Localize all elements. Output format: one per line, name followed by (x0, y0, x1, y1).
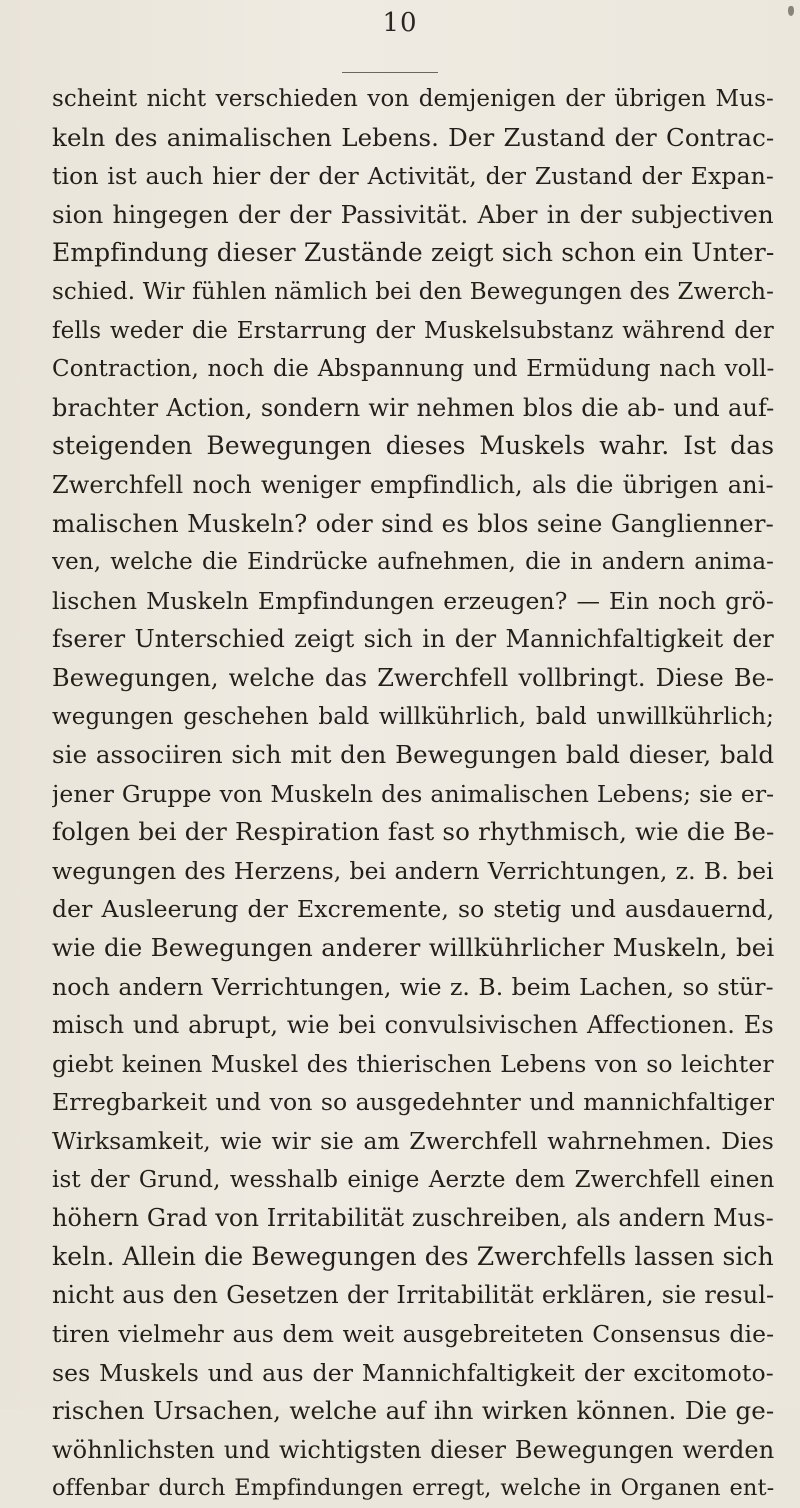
text-line-content: sie associiren sich mit den Bewegungen bald dieser, bald (52, 740, 774, 770)
text-line-content: steigenden Bewegungen dieses Muskels wahr. Ist das (52, 431, 774, 461)
text-line (52, 852, 774, 891)
text-line (52, 1045, 774, 1084)
text-line (52, 196, 774, 235)
text-line (52, 505, 774, 544)
text-line-content: misch und abrupt, wie bei convulsivischen Affectionen. Es (52, 1011, 774, 1040)
text-line (52, 968, 774, 1007)
text-line (52, 620, 774, 659)
text-line (52, 157, 774, 196)
text-line-content: keln des animalischen Lebens. Der Zustand der Contrac- (52, 122, 774, 152)
text-line (52, 80, 774, 119)
text-line (52, 582, 774, 621)
text-line-content: Bewegungen, welche das Zwerchfell vollbringt. Diese Be- (52, 663, 774, 692)
text-line (52, 234, 774, 273)
text-line-content: ven, welche die Eindrücke aufnehmen, die in andern anima- (52, 549, 774, 576)
text-line-content: ist der Grund, wesshalb einige Aerzte dem Zwerchfell einen (52, 1166, 774, 1193)
text-line (52, 1469, 774, 1508)
text-line-content: noch andern Verrichtungen, wie z. B. beim Lachen, so stür- (52, 972, 774, 1001)
text-line-content: fells weder die Erstarrung der Muskelsubstanz während der (52, 317, 774, 344)
text-line-content: folgen bei der Respiration fast so rhythmisch, wie die Be- (52, 817, 774, 847)
text-line (52, 1392, 774, 1431)
text-line-content: wegungen des Herzens, bei andern Verrichtungen, z. B. bei (52, 856, 774, 885)
text-line (52, 775, 774, 814)
body-text (52, 80, 774, 1508)
page-number: 10 (382, 8, 418, 38)
text-line (52, 929, 774, 968)
text-line (52, 466, 774, 505)
text-line (52, 427, 774, 466)
text-line (52, 1276, 774, 1315)
text-line (52, 273, 774, 312)
text-line-content: Empfindung dieser Zustände zeigt sich schon ein Unter- (52, 238, 774, 268)
text-line-content: nicht aus den Gesetzen der Irritabilität erklären, sie resul- (52, 1281, 774, 1310)
text-line-content: sion hingegen der der Passivität. Aber in der subjectiven (52, 199, 774, 229)
text-line-content: malischen Muskeln? oder sind es blos seine Ganglienner- (52, 508, 774, 538)
text-line-content: keln. Allein die Bewegungen des Zwerchfells lassen sich (52, 1241, 774, 1271)
text-line-content: rischen Ursachen, welche auf ihn wirken können. Die ge- (52, 1396, 774, 1426)
text-line (52, 1431, 774, 1470)
text-line-content: giebt keinen Muskel des thierischen Lebens von so leichter (52, 1049, 774, 1078)
text-line (52, 1315, 774, 1354)
text-line-content: lischen Muskeln Empfindungen erzeugen? — Ein noch grö- (52, 586, 774, 615)
text-line-content: wegungen geschehen bald willkührlich, bald unwillkührlich; (52, 703, 774, 730)
text-line (52, 543, 774, 582)
text-line-content: Erregbarkeit und von so ausgedehnter und mannichfaltiger (52, 1088, 774, 1117)
text-line-content: schied. Wir fühlen nämlich bei den Bewegungen des Zwerch- (52, 278, 774, 305)
text-line (52, 119, 774, 158)
text-line (52, 389, 774, 428)
text-line-content: Zwerchfell noch weniger empfindlich, als die übrigen ani- (52, 470, 774, 499)
text-line (52, 698, 774, 737)
text-line-content: wöhnlichsten und wichtigsten dieser Bewegungen werden (52, 1435, 774, 1464)
text-line (52, 1161, 774, 1200)
text-line (52, 1122, 774, 1161)
text-line-content: ses Muskels und aus der Mannichfaltigkeit der excitomoto- (52, 1358, 774, 1387)
text-line-content: Contraction, noch die Abspannung und Ermüdung nach voll- (52, 356, 774, 383)
text-line (52, 1238, 774, 1277)
header-rule (342, 72, 438, 73)
text-line (52, 350, 774, 389)
text-line (52, 312, 774, 351)
text-line (52, 659, 774, 698)
text-line (52, 1354, 774, 1393)
text-line-content: scheint nicht verschieden von demjenigen der übrigen Mus- (52, 86, 774, 112)
text-line (52, 1083, 774, 1122)
text-line-content: der Ausleerung der Excremente, so stetig und ausdauernd, (52, 895, 774, 924)
text-line (52, 1006, 774, 1045)
text-line-content: brachter Action, sondern wir nehmen blos die ab- und auf- (52, 393, 774, 422)
text-line (52, 813, 774, 852)
text-line (52, 890, 774, 929)
text-line-content: offenbar durch Empfindungen erregt, welche in Organen ent- (52, 1475, 774, 1502)
text-line (52, 1199, 774, 1238)
text-line-content: wie die Bewegungen anderer willkührlicher Muskeln, bei (52, 933, 774, 963)
text-line-content: höhern Grad von Irritabilität zuschreiben, als andern Mus- (52, 1204, 774, 1233)
text-line-content: jener Gruppe von Muskeln des animalischen Lebens; sie er- (52, 779, 774, 808)
text-line-content: Wirksamkeit, wie wir sie am Zwerchfell wahrnehmen. Dies (52, 1127, 774, 1156)
text-line-content: fserer Unterschied zeigt sich in der Mannichfaltigkeit der (52, 625, 774, 654)
text-line-content: tion ist auch hier der der Activität, der Zustand der Expan- (52, 162, 774, 191)
text-line-content: tiren vielmehr aus dem weit ausgebreiteten Consensus die- (52, 1320, 774, 1348)
text-line (52, 736, 774, 775)
